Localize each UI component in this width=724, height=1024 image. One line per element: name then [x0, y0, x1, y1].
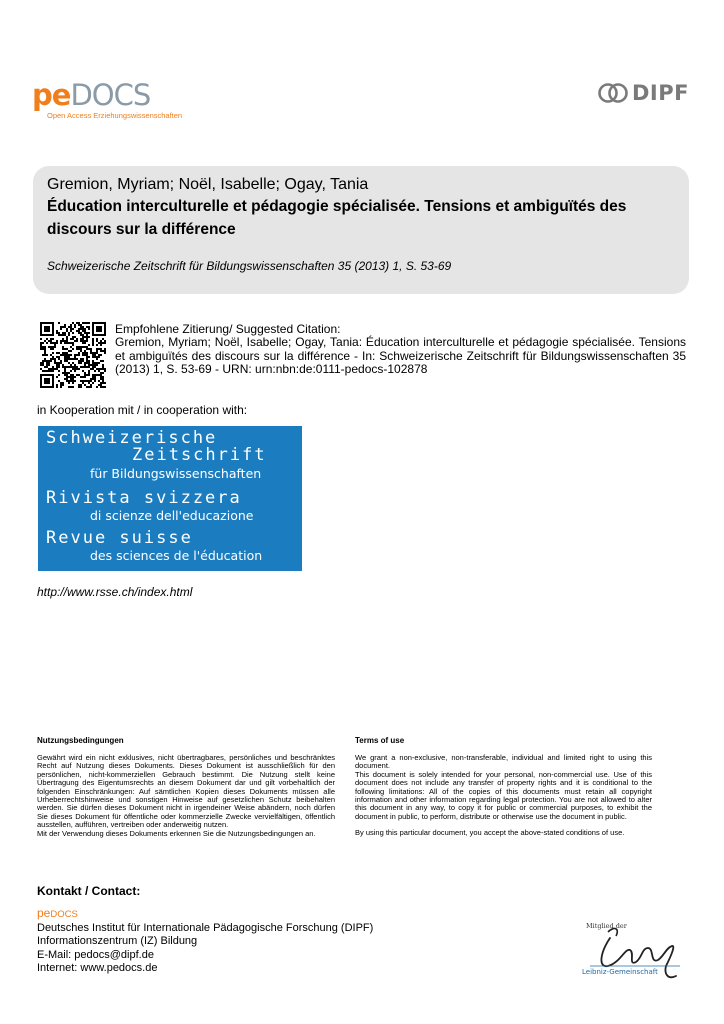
journal-logo-line3: für Bildungswissenschaften: [90, 466, 262, 481]
pedocs-logo-docs: DOCS: [70, 78, 151, 112]
pedocs-logo-pe: pe: [32, 78, 71, 112]
contact-logo-docs: DOCS: [50, 909, 78, 920]
contact-website[interactable]: Internet: www.pedocs.de: [37, 962, 158, 975]
terms-de-paragraph: Mit der Verwendung dieses Dokuments erkennen Sie die Nutzungsbedingungen an.: [37, 828, 316, 838]
citation-label: Empfohlene Zitierung/ Suggested Citation:: [115, 322, 341, 336]
record-title: Éducation interculturelle et pédagogie spécialisée. Tensions et ambiguïtés des discours sur la différence: [47, 198, 627, 238]
journal-logo-line4: Rivista svizzera: [46, 488, 242, 508]
leibniz-signature-icon: [580, 918, 684, 988]
terms-de-paragraph: Gewährt wird ein nicht exklusives, nicht übertragbares, persönliches und beschränktes Recht auf Nutzung dieses Dokuments. Dieses Dokument ist ausschließlich für den persönlichen, nicht-kommerziellen Gebrauch bestimmt. Die Nutzung stellt keine Übertragung des Eigentumsrechts an diesem Dokument dar und gilt vorbehaltlich der folgenden Einschränkungen: Auf sämtlichen Kopien dieses Dokuments müssen alle Urheberrechtshinweise und sonstigen Hinweise auf gesetzlichen Schutz beibehalten werden. Sie dürfen dieses Dokument nicht in irgendeiner Weise abändern, noch dürfen Sie dieses Dokument für öffentliche oder kommerzielle Zwecke vervielfältigen, öffentlich ausstellen, aufführen, vertreiben oder anderweitig nutzen.: [37, 753, 335, 830]
pedocs-tagline-b: Erziehungswissenschaften: [93, 111, 183, 120]
journal-logo-line2: Zeitschrift: [132, 445, 267, 465]
record-source: Schweizerische Zeitschrift für Bildungswissenschaften 35 (2013) 1, S. 53-69: [47, 259, 452, 273]
citation-text: Gremion, Myriam; Noël, Isabelle; Ogay, Tania: Éducation interculturelle et pédagogie spécialisée. Tensions et ambiguïtés des discours sur la différence - In: Schweizerische Zeitschrift für Bildungswissenschaften 35 (2013) 1, S. 53-69 - URN: urn:nbn:de:0111-pedocs-102878: [115, 335, 686, 376]
cooperation-label: in Kooperation mit / in cooperation with:: [37, 403, 248, 417]
pedocs-logo: [32, 80, 182, 140]
record-authors: Gremion, Myriam; Noël, Isabelle; Ogay, Tania: [47, 176, 369, 193]
terms-de-heading: Nutzungsbedingungen: [37, 736, 124, 745]
contact-block: [37, 907, 373, 976]
journal-logo[interactable]: [38, 426, 302, 571]
journal-logo-line5: di scienze dell'educazione: [90, 508, 254, 523]
leibniz-logo: [580, 918, 684, 988]
journal-url-link[interactable]: http://www.rsse.ch/index.html: [37, 585, 193, 599]
qr-code-icon: [40, 322, 106, 388]
journal-logo-line1: Schweizerische: [46, 428, 218, 448]
leibniz-mitglied-text: Mitglied der: [586, 922, 627, 930]
terms-de-body: [37, 754, 335, 846]
pedocs-tagline-a: Open Access: [47, 111, 92, 120]
journal-logo-line7: des sciences de l'éducation: [90, 548, 263, 563]
journal-logo-line6: Revue suisse: [46, 528, 193, 548]
dipf-logo-text: DIPF: [632, 81, 689, 105]
terms-en-paragraph: We grant a non-exclusive, non-transferable, individual and limited right to using this document.: [355, 753, 652, 771]
terms-en-heading: Terms of use: [355, 736, 405, 745]
leibniz-gemeinschaft-text: Leibniz-Gemeinschaft: [582, 968, 658, 976]
contact-logo-pe: pe: [37, 906, 51, 920]
contact-institute: Deutsches Institut für Internationale Pädagogische Forschung (DIPF): [37, 921, 374, 934]
dipf-logo: [598, 80, 698, 106]
terms-en-body: [355, 754, 652, 846]
contact-heading: Kontakt / Contact:: [37, 884, 141, 898]
contact-department: Informationszentrum (IZ) Bildung: [37, 935, 198, 948]
contact-email[interactable]: E-Mail: pedocs@dipf.de: [37, 948, 154, 961]
contact-pedocs-logo: [37, 907, 373, 922]
terms-en-paragraph: By using this particular document, you accept the above-stated conditions of use.: [355, 828, 625, 838]
terms-en-paragraph: This document is solely intended for your personal, non-commercial use. Use of this document does not include any transfer of property rights and it is conditional to the following limitations: All of the copies of this documents must retain all copyright information and other information regarding legal protection. You are not allowed to alter this document in any way, to copy it for public or commercial purposes, to exhibit the document in public, to perform, distribute or otherwise use the document in public.: [355, 769, 652, 821]
dipf-rings-icon: [598, 82, 628, 104]
